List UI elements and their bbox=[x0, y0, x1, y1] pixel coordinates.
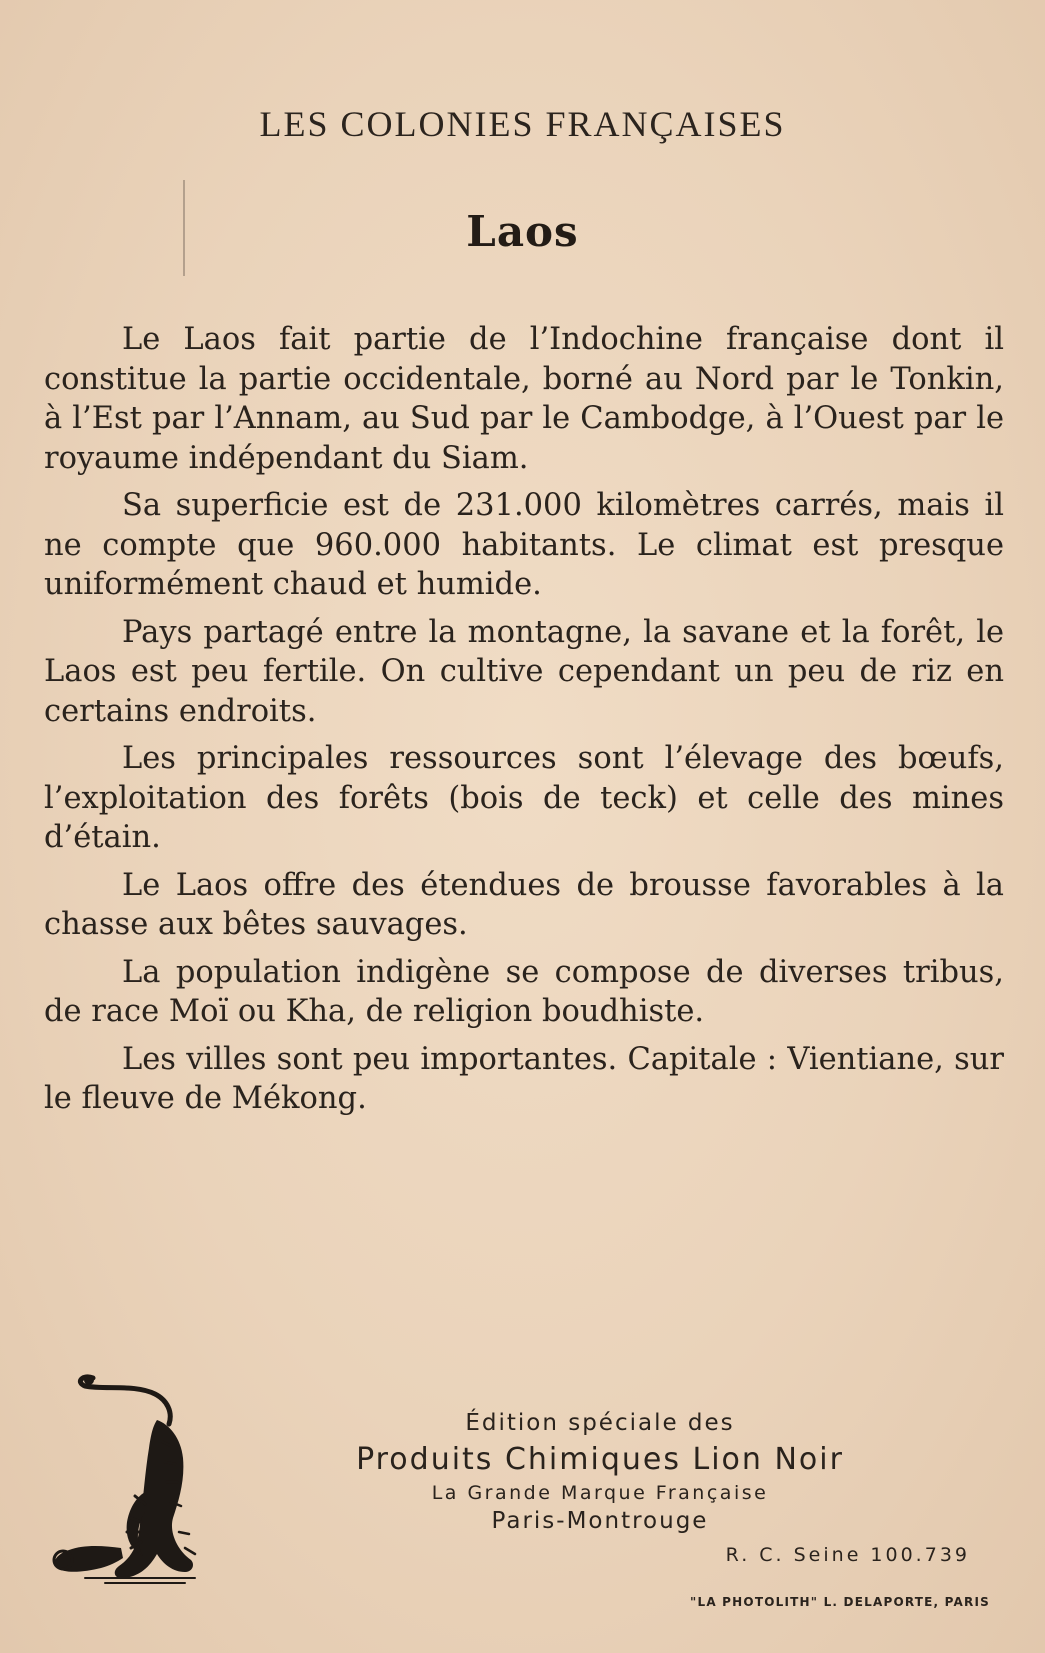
body-text bbox=[44, 320, 1004, 1127]
registration-number: R. C. Seine 100.739 bbox=[725, 1544, 970, 1566]
paragraph-cities: Les villes sont peu importantes. Capitale : Vientiane, sur le fleuve de Mékong. bbox=[44, 1041, 1004, 1116]
black-lion-icon bbox=[45, 1372, 205, 1587]
paragraph-borders: Le Laos fait partie de l’Indochine française dont il constitue la partie occidentale, borné au Nord par le Tonkin, à l’Est par l’Annam, au Sud par le Cambodge, à l’Ouest par le royaume indépendant du Siam. bbox=[44, 322, 1004, 476]
brand-location: Paris-Montrouge bbox=[491, 1508, 709, 1534]
paragraph-resources: Les principales ressources sont l’élevage des bœufs, l’exploitation des forêts (bois de teck) et celle des mines d’étain. bbox=[44, 741, 1004, 855]
paragraph-area: Sa superficie est de 231.000 kilomètres carrés, mais il ne compte que 960.000 habitants. Le climat est presque uniformément chaud et humide. bbox=[44, 488, 1004, 602]
edition-label: Édition spéciale des bbox=[465, 1410, 735, 1436]
paragraph-hunting: Le Laos offre des étendues de brousse favorables à la chasse aux bêtes sauvages. bbox=[44, 867, 1004, 942]
paragraph-population: La population indigène se compose de diverses tribus, de race Moï ou Kha, de religion boudhiste. bbox=[44, 954, 1004, 1029]
series-heading: LES COLONIES FRANÇAISES bbox=[259, 104, 786, 144]
printer-credit: "LA PHOTOLITH" L. DELAPORTE, PARIS bbox=[690, 1595, 990, 1609]
publisher-block bbox=[330, 1408, 870, 1536]
paragraph-land: Pays partagé entre la montagne, la savane et la forêt, le Laos est peu fertile. On cultive cependant un peu de riz en certains endroits. bbox=[44, 614, 1004, 729]
page-title: Laos bbox=[466, 207, 579, 256]
brand-name: Produits Chimiques Lion Noir bbox=[356, 1442, 844, 1477]
brand-tagline: La Grande Marque Française bbox=[431, 1482, 769, 1504]
